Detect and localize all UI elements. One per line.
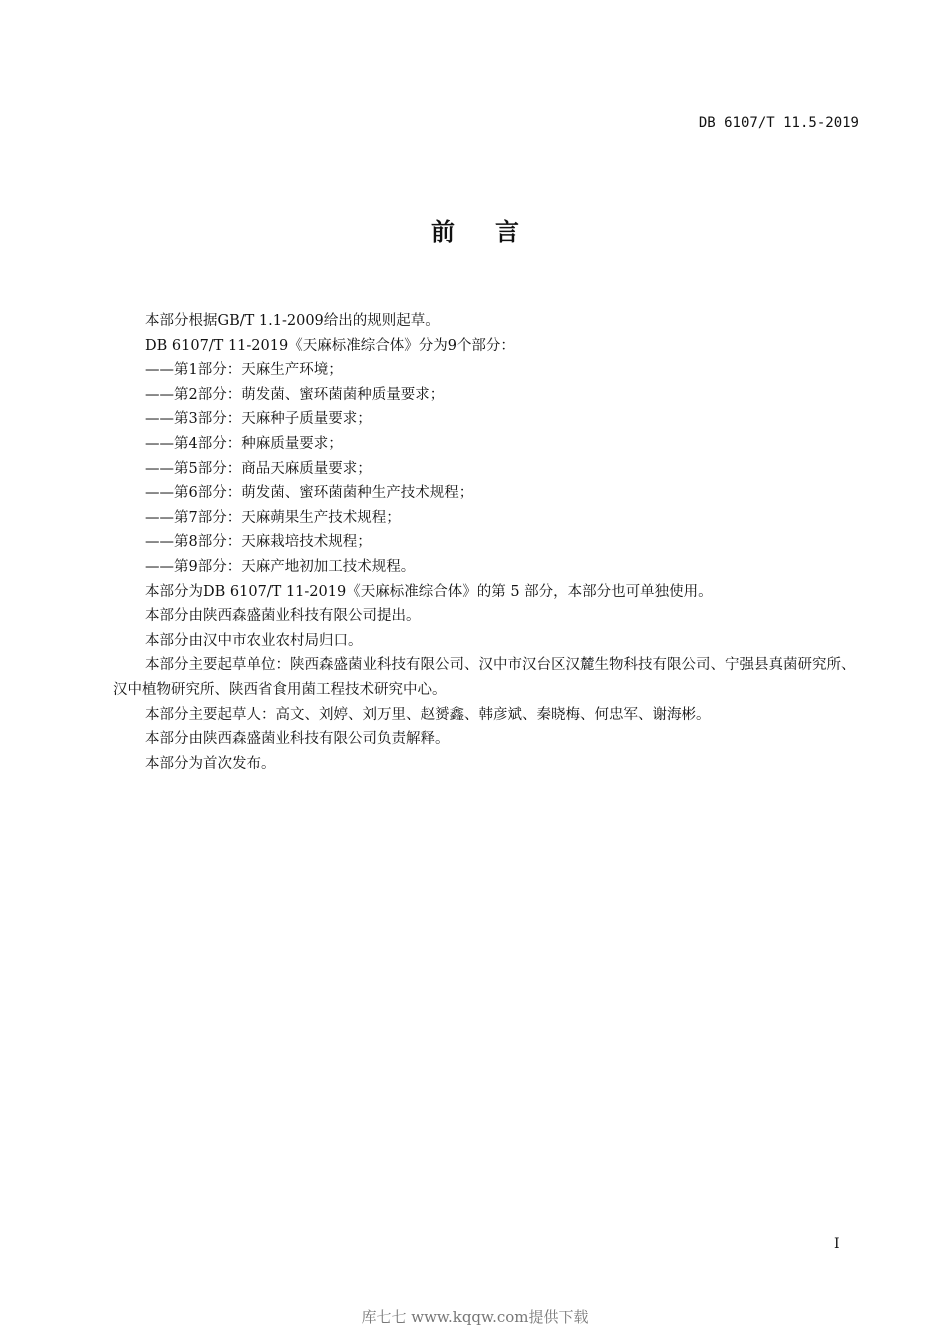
list-item: ——第2部分：萌发菌、蜜环菌菌种质量要求；	[145, 386, 445, 403]
list-item: ——第8部分：天麻栽培技术规程；	[145, 534, 372, 551]
list-item: ——第4部分：种麻质量要求；	[145, 435, 343, 452]
list-item: ——第5部分：商品天麻质量要求；	[145, 460, 372, 477]
paragraph: 本部分主要起草单位：陕西森盛菌业科技有限公司、汉中市汉台区汉麓生物科技有限公司、宁强县真菌研究所、汉中植物研究所、陕西省食用菌工程技术研究中心。	[113, 657, 856, 698]
list-item: ——第7部分：天麻蒴果生产技术规程；	[145, 509, 401, 526]
paragraph: 本部分为DB 6107/T 11-2019《天麻标准综合体》的第 5 部分，本部分也可单独使用。	[145, 583, 713, 600]
paragraph: 本部分根据GB/T 1.1-2009给出的规则起草。	[145, 313, 440, 329]
document-number: DB 6107/T 11.5-2019	[698, 115, 859, 131]
paragraph: 本部分由陕西森盛菌业科技有限公司提出。	[145, 608, 421, 625]
paragraph: 本部分主要起草人：高文、刘婷、刘万里、赵赟鑫、韩彦斌、秦晓梅、何忠军、谢海彬。	[145, 706, 711, 723]
paragraph: DB 6107/T 11-2019《天麻标准综合体》分为9个部分：	[145, 337, 515, 354]
list-item: ——第1部分：天麻生产环境；	[145, 362, 343, 379]
paragraph: 本部分由陕西森盛菌业科技有限公司负责解释。	[145, 731, 450, 748]
list-item: ——第3部分：天麻种子质量要求；	[145, 411, 372, 428]
list-item: ——第6部分：萌发菌、蜜环菌菌种生产技术规程；	[145, 485, 474, 502]
foreword-body	[113, 309, 863, 776]
paragraph: 本部分由汉中市农业农村局归口。	[145, 632, 363, 649]
watermark: 库七七 www.kqqw.com提供下载	[361, 1308, 589, 1326]
page-title: 前言	[431, 217, 559, 246]
page-number: I	[834, 1236, 840, 1252]
list-item: ——第9部分：天麻产地初加工技术规程。	[145, 558, 416, 575]
paragraph: 本部分为首次发布。	[145, 755, 276, 772]
